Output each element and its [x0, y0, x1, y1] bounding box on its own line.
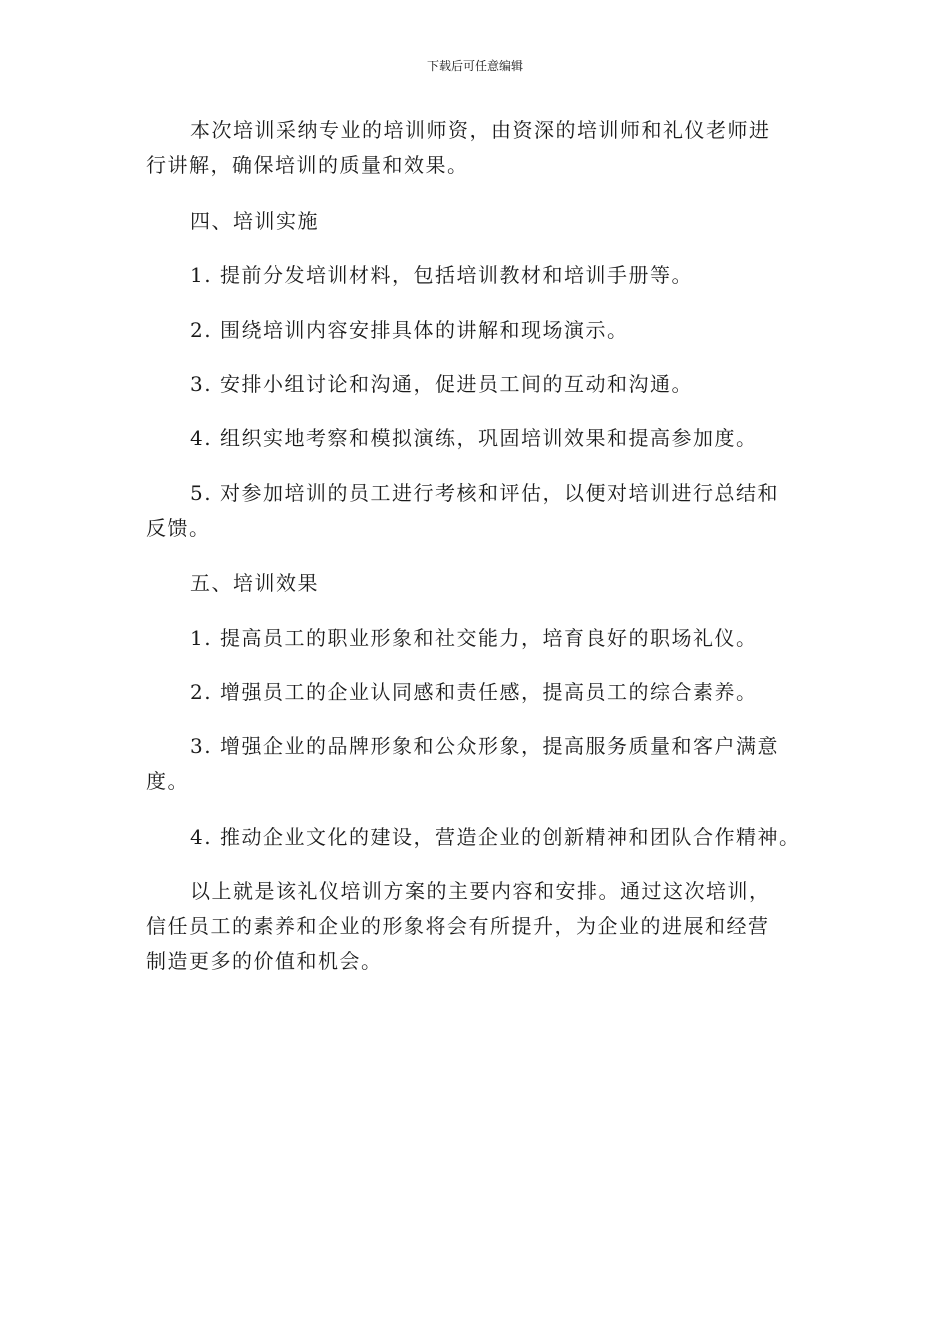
list-item	[146, 675, 826, 710]
heading-text: 四、培训实施	[190, 209, 319, 233]
list-item	[146, 476, 826, 546]
text-line: 制造更多的价值和机会。	[146, 949, 383, 973]
list-item	[146, 313, 826, 348]
list-item-text: 5. 对参加培训的员工进行考核和评估，以便对培训进行总结和	[190, 481, 779, 505]
list-item	[146, 729, 826, 799]
heading-text: 五、培训效果	[190, 571, 319, 595]
list-item	[146, 820, 826, 855]
list-item-text: 4. 组织实地考察和模拟演练，巩固培训效果和提高参加度。	[190, 426, 758, 450]
list-item	[146, 258, 826, 293]
page-header: 下载后可任意编辑	[426, 59, 523, 73]
paragraph-conclusion	[146, 874, 826, 979]
list-item-text: 反馈。	[146, 516, 211, 540]
list-item	[146, 367, 826, 402]
list-item-text: 4. 推动企业文化的建设，营造企业的创新精神和团队合作精神。	[190, 825, 801, 849]
text-line: 本次培训采纳专业的培训师资，由资深的培训师和礼仪老师进	[190, 118, 771, 142]
text-line: 行讲解，确保培训的质量和效果。	[146, 153, 469, 177]
text-line: 以上就是该礼仪培训方案的主要内容和安排。通过这次培训，	[190, 879, 771, 903]
list-item	[146, 621, 826, 656]
list-item-text: 度。	[146, 769, 189, 793]
list-item-text: 2. 围绕培训内容安排具体的讲解和现场演示。	[190, 318, 629, 342]
section-heading-effects	[146, 566, 826, 601]
list-item	[146, 421, 826, 456]
list-item-text: 3. 安排小组讨论和沟通，促进员工间的互动和沟通。	[190, 372, 693, 396]
paragraph-training-staff	[146, 113, 826, 183]
list-item-text: 1. 提高员工的职业形象和社交能力，培育良好的职场礼仪。	[190, 626, 758, 650]
list-item-text: 1. 提前分发培训材料，包括培训教材和培训手册等。	[190, 263, 693, 287]
section-heading-implementation	[146, 204, 826, 239]
list-item-text: 3. 增强企业的品牌形象和公众形象，提高服务质量和客户满意	[190, 734, 779, 758]
list-item-text: 2. 增强员工的企业认同感和责任感，提高员工的综合素养。	[190, 680, 758, 704]
text-line: 信任员工的素养和企业的形象将会有所提升，为企业的进展和经营	[146, 914, 770, 938]
